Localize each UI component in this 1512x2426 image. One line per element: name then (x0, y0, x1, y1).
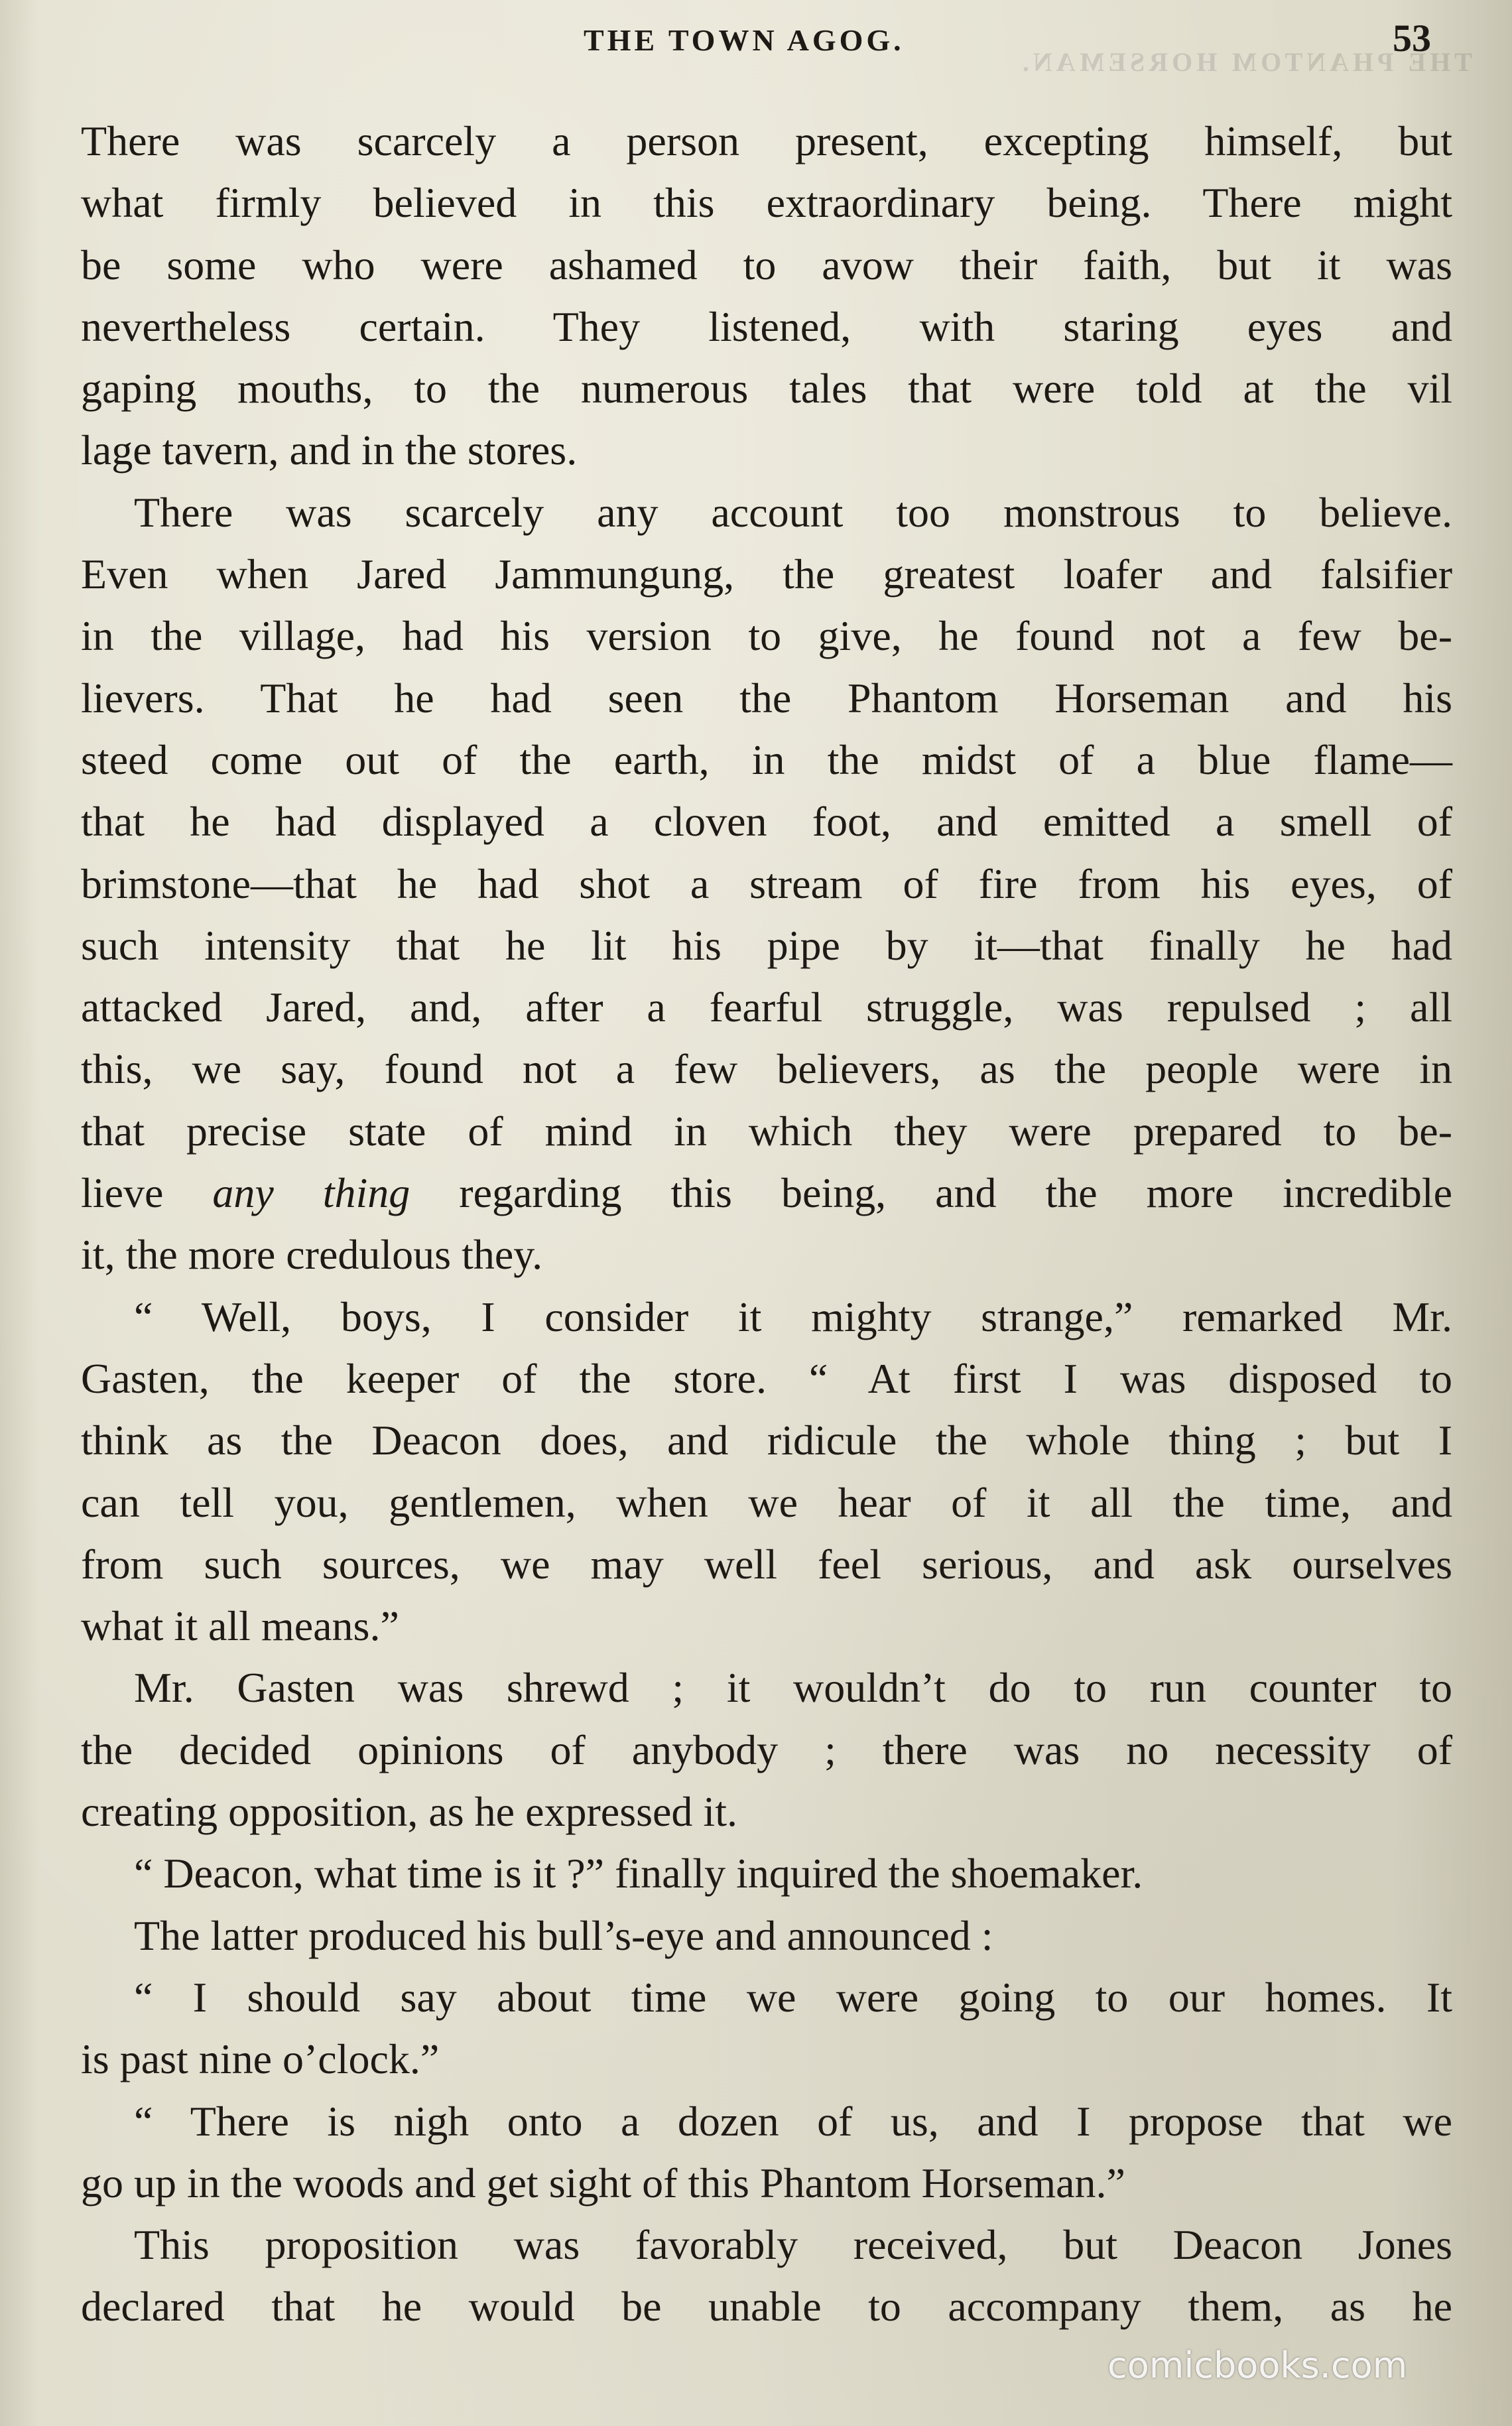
text-line: creating opposition, as he expressed it. (81, 1788, 737, 1836)
body-text (81, 110, 1452, 2338)
text-line: “ Well, boys, I consider it mighty strange,” remarked Mr. (134, 1293, 1452, 1340)
text-line: declared that he would be unable to accompany them, as he (81, 2283, 1452, 2330)
text-line: lievers. That he had seen the Phantom Horseman and his (81, 674, 1452, 722)
text-line: Gasten, the keeper of the store. “ At first I was disposed to (81, 1354, 1452, 1402)
text-line: The latter produced his bull’s-eye and announced : (134, 1911, 993, 1959)
text-line: in the village, had his version to give, he found not a few be- (81, 612, 1452, 660)
page-number: 53 (1393, 17, 1431, 60)
text-line: brimstone—that he had shot a stream of fire from his eyes, of (81, 860, 1452, 907)
text-line: think as the Deacon does, and ridicule the whole thing ; but I (81, 1417, 1452, 1464)
italic-emphasis: any thing (212, 1169, 410, 1217)
text-line: from such sources, we may well feel serious, and ask ourselves (81, 1540, 1452, 1588)
text-line: There was scarcely a person present, excepting himself, but (81, 117, 1452, 164)
text-line: attacked Jared, and, after a fearful struggle, was repulsed ; all (81, 984, 1452, 1031)
text-line: go up in the woods and get sight of this Phantom Horseman.” (81, 2159, 1125, 2206)
text-line: “ I should say about time we were going to our homes. It (134, 1973, 1452, 2021)
text-line: There was scarcely any account too monstrous to believe. (134, 488, 1452, 536)
text-line: that he had displayed a cloven foot, and emitted a smell of (81, 798, 1452, 846)
text-line: be some who were ashamed to avow their faith, but it was (81, 241, 1452, 288)
text-line: what it all means.” (81, 1602, 399, 1650)
text-line (81, 1162, 1452, 1224)
text-line: such intensity that he lit his pipe by it—that finally he had (81, 921, 1452, 969)
text-line: steed come out of the earth, in the midst of a blue flame— (81, 735, 1452, 783)
text-line: nevertheless certain. They listened, with staring eyes and (81, 302, 1452, 350)
text-line: Mr. Gasten was shrewd ; it wouldn’t do to run counter to (134, 1664, 1452, 1712)
text-line: “ Deacon, what time is it ?” finally inquired the shoemaker. (134, 1850, 1143, 1897)
site-watermark: comicbooks.com (1107, 2344, 1408, 2386)
running-title: THE TOWN AGOG. (584, 23, 905, 57)
text-line: it, the more credulous they. (81, 1231, 543, 1279)
text-line: this, we say, found not a few believers, as the people were in (81, 1045, 1452, 1093)
text-line: “ There is nigh onto a dozen of us, and I propose that we (134, 2097, 1452, 2145)
text-line: is past nine o’clock.” (81, 2035, 440, 2083)
text-line: lage tavern, and in the stores. (81, 426, 578, 474)
text-fragment: regarding this being, and the more incredible (410, 1169, 1453, 1217)
running-head (0, 16, 1512, 69)
text-fragment: lieve (81, 1169, 213, 1217)
text-line: the decided opinions of anybody ; there was no necessity of (81, 1726, 1452, 1773)
text-line: Even when Jared Jammungung, the greatest loafer and falsifier (81, 550, 1452, 598)
text-line: what firmly believed in this extraordinary being. There might (81, 179, 1452, 227)
show-through-text: THE PHANTOM HORSEMAN. (1018, 47, 1472, 77)
text-line: can tell you, gentlemen, when we hear of it all the time, and (81, 1478, 1452, 1526)
text-line: This proposition was favorably received, but Deacon Jones (134, 2221, 1452, 2269)
text-line: gaping mouths, to the numerous tales that were told at the vil (81, 365, 1452, 413)
text-line: that precise state of mind in which they were prepared to be- (81, 1107, 1452, 1155)
